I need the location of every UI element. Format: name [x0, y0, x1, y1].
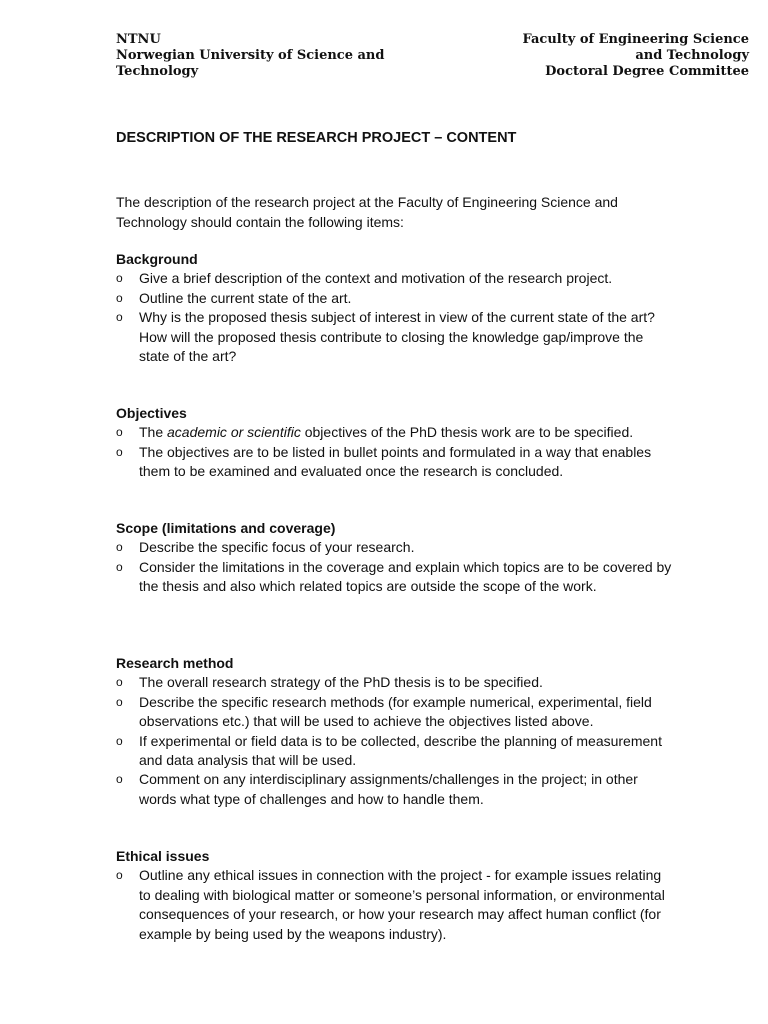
- header-right-line-3: Doctoral Degree Committee: [545, 64, 749, 79]
- bullet-marker: o: [116, 694, 123, 709]
- list-item: [116, 269, 676, 288]
- bullet-marker: o: [116, 559, 123, 574]
- bullet-marker: o: [116, 444, 123, 459]
- list-item: [116, 673, 676, 692]
- bullet-list: [116, 866, 676, 944]
- list-item-text: If experimental or field data is to be collected, describe the planning of measurement and data analysis that will be used.: [139, 732, 662, 769]
- section-objectives: [116, 404, 676, 482]
- bullet-list: [116, 269, 676, 366]
- list-item-text: Outline any ethical issues in connection with the project - for example issues relating to dealing with biological matter or someone’s personal information, or environmental consequences of your research, or how your research may affect human conflict (for example by being used by the weapons industry).: [139, 867, 665, 942]
- bullet-marker: o: [116, 868, 123, 883]
- bullet-marker: o: [116, 310, 123, 325]
- text-run: objectives of the PhD thesis work are to be specified.: [300, 424, 634, 441]
- header-left-line-2: Norwegian University of Science and: [116, 48, 385, 63]
- section-research-method: [116, 654, 676, 809]
- section-heading: Research method: [116, 655, 234, 671]
- header-right-line-1: Faculty of Engineering Science: [522, 32, 749, 47]
- list-item: [116, 289, 676, 308]
- section-scope: [116, 519, 676, 597]
- list-item: [116, 538, 676, 557]
- header-right-line-2: and Technology: [635, 48, 749, 63]
- intro-paragraph: The description of the research project at the Faculty of Engineering Science and Technology should contain the following items:: [116, 194, 618, 230]
- bullet-marker: o: [116, 540, 123, 555]
- bullet-list: [116, 673, 676, 809]
- header-left-line-3: Technology: [116, 64, 199, 79]
- list-item-text: Why is the proposed thesis subject of interest in view of the current state of the art? How will the proposed thesis contribute to closing the knowledge gap/improve the state of the art?: [139, 309, 655, 365]
- bullet-marker: o: [116, 290, 123, 305]
- list-item-text: Give a brief description of the context and motivation of the research project.: [139, 270, 613, 287]
- list-item: [116, 308, 676, 366]
- header-institution: [116, 32, 384, 80]
- list-item-text: The overall research strategy of the PhD thesis is to be specified.: [139, 674, 543, 691]
- list-item-text: Comment on any interdisciplinary assignments/challenges in the project; in other words what type of challenges and how to handle them.: [139, 771, 638, 807]
- section-ethical-issues: [116, 847, 676, 944]
- list-item-text: Outline the current state of the art.: [139, 289, 352, 306]
- section-heading: Objectives: [116, 405, 187, 421]
- list-item: [116, 866, 676, 944]
- text-run: The: [139, 424, 168, 441]
- page-title: DESCRIPTION OF THE RESEARCH PROJECT – CONTENT: [116, 130, 517, 146]
- list-item-text: [139, 423, 676, 442]
- header-left-line-1: NTNU: [116, 32, 161, 47]
- list-item: [116, 770, 676, 809]
- bullet-marker: o: [116, 675, 123, 690]
- section-heading: Ethical issues: [116, 848, 210, 864]
- list-item: [116, 558, 676, 597]
- bullet-list: [116, 538, 676, 596]
- header-faculty: [522, 32, 749, 80]
- bullet-marker: o: [116, 772, 123, 787]
- emphasis-text: academic or scientific: [167, 424, 301, 441]
- list-item: [116, 443, 676, 482]
- list-item: [116, 693, 676, 732]
- bullet-list: [116, 423, 676, 481]
- section-heading: Background: [116, 251, 198, 267]
- list-item-text: Describe the specific focus of your research.: [139, 539, 415, 556]
- list-item-text: Describe the specific research methods (for example numerical, experimental, field observations etc.) that will be used to achieve the objectives listed above.: [139, 693, 652, 730]
- bullet-marker: o: [116, 271, 123, 286]
- bullet-marker: o: [116, 425, 123, 440]
- section-heading: Scope (limitations and coverage): [116, 520, 336, 536]
- list-item: [116, 423, 676, 442]
- list-item: [116, 732, 676, 771]
- section-background: [116, 250, 676, 366]
- list-item-text: Consider the limitations in the coverage and explain which topics are to be covered by the thesis and also which related topics are outside the scope of the work.: [139, 558, 672, 595]
- list-item-text: The objectives are to be listed in bullet points and formulated in a way that enables them to be examined and evaluated once the research is concluded.: [139, 443, 652, 480]
- bullet-marker: o: [116, 733, 123, 748]
